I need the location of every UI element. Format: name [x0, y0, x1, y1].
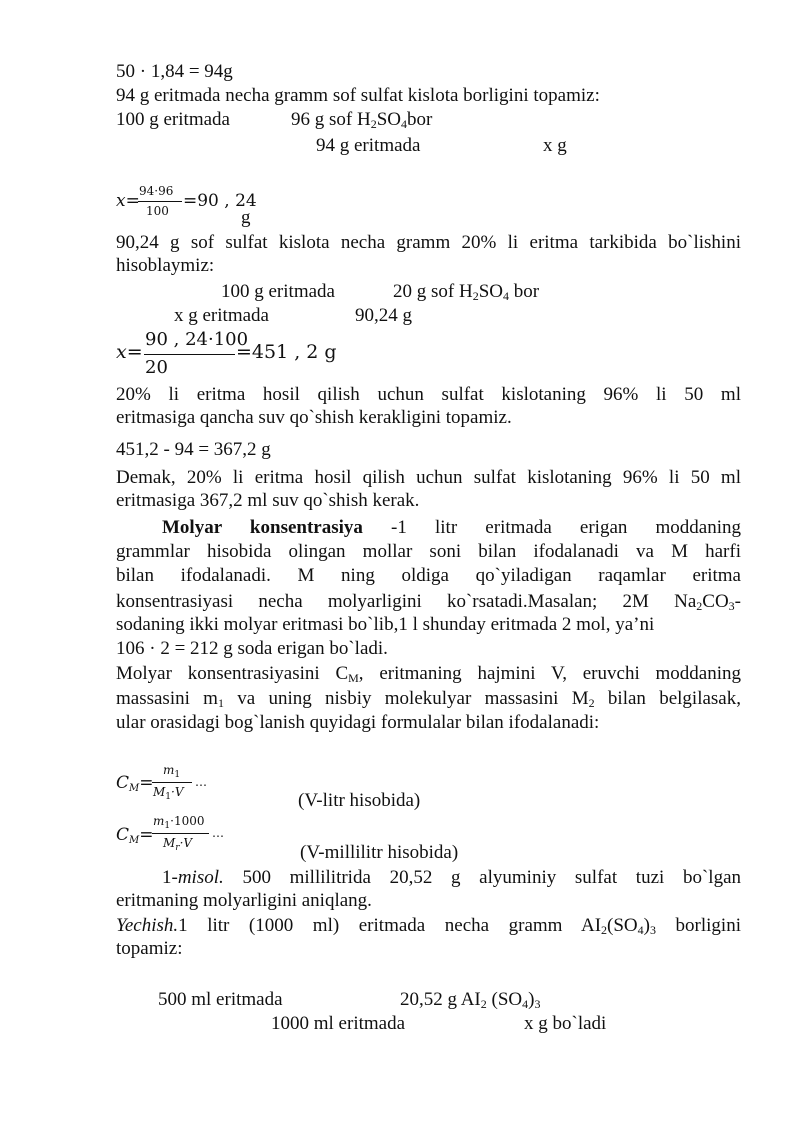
- text-line-5b: 20 g sof $H_2SO_4$ bor: [393, 281, 540, 303]
- text-line-8a: 500 ml eritmada: [158, 989, 283, 1010]
- formula-1-lhs: x=: [116, 191, 140, 211]
- formula-2-bar: [144, 354, 235, 355]
- formula-4-bar: [152, 833, 209, 834]
- text-line-2: 94 g eritmada necha gramm sof sulfat kislota borligini topamiz:: [116, 85, 600, 106]
- calc-line-7: 451,2 - 94 = 367,2 g: [116, 439, 271, 460]
- paragraph-4-line-5: sodaning ikki molyar eritmasi bo`lib,1 l shunday eritmada 2 mol, ya’ni: [116, 614, 655, 635]
- formula-2-denominator: 20: [145, 357, 168, 378]
- formula-1-bar: [138, 201, 182, 202]
- formula-2-rhs: =451 , 2 g: [236, 341, 337, 363]
- formula-3-note: (V-litr hisobida): [298, 790, 421, 811]
- paragraph-7-line-1: Yechish.1 litr (1000 ml) eritmada necha gramm $AI_2(SO_4)_3$ borligini: [116, 915, 741, 937]
- calc-line-1: 50 · 1,84 = 94g: [116, 61, 233, 82]
- paragraph-4-line-3: bilan ifodalanadi. M ning oldiga qo`yiladigan raqamlar eritma: [116, 565, 741, 586]
- text-line-6a: x g eritmada: [174, 305, 269, 326]
- paragraph-6-line-1: 1-misol. 500 millilitrida 20,52 g alyuminiy sulfat tuzi bo`lgan: [162, 867, 741, 888]
- paragraph-6-line-2: eritmaning molyarligini aniqlang.: [116, 890, 372, 911]
- text-line-8b: 20,52 g $AI_2$ $(SO_4)_3$: [400, 989, 541, 1011]
- text-line-4b: x g: [543, 135, 567, 156]
- text-line-3b: 96 g sof $H_2SO_4bor$: [291, 109, 433, 131]
- text-line-9a: 1000 ml eritmada: [271, 1013, 406, 1034]
- paragraph-4-line-1: Molyar konsentrasiya -1 litr eritmada erigan moddaning: [162, 517, 741, 538]
- paragraph-7-line-2: topamiz:: [116, 938, 183, 959]
- formula-1-rhs: =90 , 24: [183, 191, 257, 211]
- text-line-5a: 100 g eritmada: [221, 281, 335, 302]
- paragraph-2-line-2: eritmasiga qancha suv qo`shish kerakligini topamiz.: [116, 407, 512, 428]
- formula-4-denominator: $M_r\cdot V$: [163, 836, 193, 853]
- paragraph-4-line-6: 106 · 2 = 212 g soda erigan bo`ladi.: [116, 638, 388, 659]
- formula-3-dots: …: [195, 775, 207, 789]
- formula-4-note: (V-millilitr hisobida): [300, 842, 459, 863]
- formula-4-numerator: $m_1\cdot 1000$: [153, 814, 205, 831]
- paragraph-5-line-1: Molyar konsentrasiyasini $C_M$, eritmaning hajmini V, eruvchi moddaning: [116, 663, 742, 685]
- formula-3-denominator: $M_1\cdot V$: [153, 785, 184, 802]
- formula-1-unit: g: [241, 207, 251, 228]
- formula-3-numerator: $m_1$: [163, 763, 181, 780]
- paragraph-1-line-1: 90,24 g sof sulfat kislota necha gramm 20% li eritma tarkibida bo`lishini: [116, 232, 741, 253]
- text-line-9b: x g bo`ladi: [524, 1013, 607, 1034]
- paragraph-5-line-3: ular orasidagi bog`lanish quyidagi formulalar bilan ifodalanadi:: [116, 712, 600, 733]
- formula-1-denominator: 100: [146, 204, 169, 218]
- formula-2-lhs: x=: [116, 341, 143, 363]
- paragraph-2-line-1: 20% li eritma hosil qilish uchun sulfat kislotaning 96% li 50 ml: [116, 384, 741, 405]
- paragraph-1-line-2: hisoblaymiz:: [116, 255, 215, 276]
- paragraph-5-line-2: massasini $m_1$ va uning nisbiy molekulyar massasini $M_2$ bilan belgilasak,: [116, 688, 741, 710]
- formula-4-dots: …: [212, 826, 224, 840]
- paragraph-3-line-1: Demak, 20% li eritma hosil qilish uchun sulfat kislotaning 96% li 50 ml: [116, 467, 741, 488]
- formula-2-numerator: 90 , 24·100: [145, 329, 249, 350]
- paragraph-4-line-2: grammlar hisobida olingan mollar soni bilan ifodalanadi va M harfi: [116, 541, 741, 562]
- text-line-4a: 94 g eritmada: [316, 135, 421, 156]
- formula-4-lhs: $C_M=$: [116, 825, 154, 846]
- term-molyar-konsentrasiya: Molyar konsentrasiya: [162, 517, 363, 538]
- formula-3-lhs: $C_M=$: [116, 773, 154, 794]
- paragraph-3-line-2: eritmasiga 367,2 ml suv qo`shish kerak.: [116, 490, 420, 511]
- formula-1-numerator: 94·96: [139, 184, 174, 198]
- paragraph-4-line-4: konsentrasiyasi necha molyarligini ko`rsatadi.Masalan; 2M $Na_2CO_3-$: [116, 591, 741, 613]
- formula-3-bar: [152, 782, 192, 783]
- text-line-6b: 90,24 g: [355, 305, 412, 326]
- text-line-3a: 100 g eritmada: [116, 109, 230, 130]
